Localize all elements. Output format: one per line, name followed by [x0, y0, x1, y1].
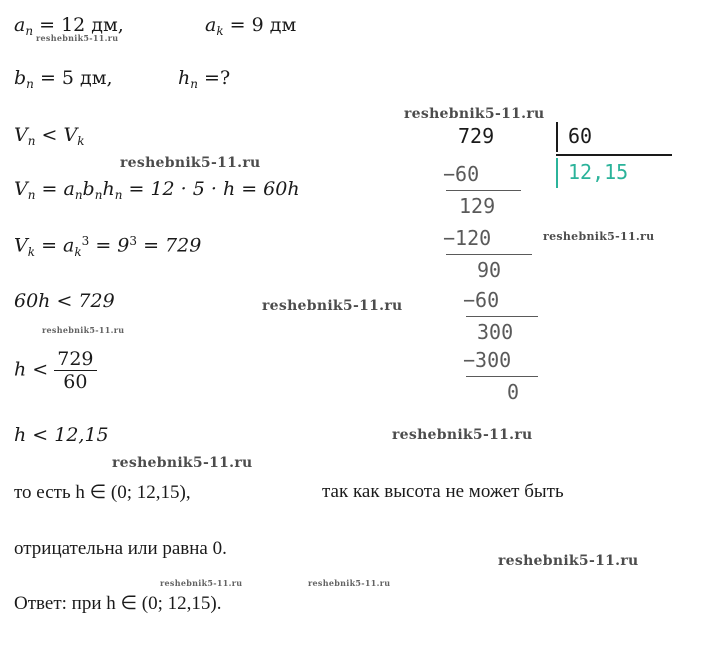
- watermark: reshebnik5-11.ru: [112, 455, 253, 471]
- division-divisor-underline: [556, 154, 672, 156]
- watermark: reshebnik5-11.ru: [308, 578, 391, 588]
- watermark: reshebnik5-11.ru: [498, 553, 639, 569]
- line-given-a-n: $a_n = 12$ дм,: [14, 14, 124, 39]
- watermark: reshebnik5-11.ru: [42, 325, 125, 335]
- line-h-fraction: h < $\frac{729}{60}$: [14, 348, 97, 393]
- division-step-2-remainder: 90: [477, 258, 502, 282]
- division-step-3-remainder: 300: [477, 320, 514, 344]
- watermark: reshebnik5-11.ru: [160, 578, 243, 588]
- division-step-1-rule: [446, 190, 521, 191]
- line-inequality-volumes: $V_n < V_k$: [14, 124, 85, 149]
- watermark: reshebnik5-11.ru: [543, 230, 655, 243]
- division-step-1-subtrahend: −60: [443, 162, 480, 186]
- division-final-remainder: 0: [507, 380, 520, 404]
- line-question-h-n: $h_n$ =?: [178, 67, 231, 92]
- division-step-1-remainder: 129: [459, 194, 496, 218]
- division-step-4-rule: [466, 376, 538, 377]
- line-volume-k-formula: $V_k = a_k^3 = 9^3 = 729$: [14, 234, 202, 259]
- line-given-b-n: $b_n = 5$ дм,: [14, 67, 113, 92]
- watermark: reshebnik5-11.ru: [36, 33, 119, 43]
- division-quotient: 12,15: [568, 160, 629, 184]
- division-divisor: 60: [568, 124, 593, 148]
- watermark: reshebnik5-11.ru: [404, 106, 545, 122]
- line-answer: Ответ: при h ∈ (0; 12,15).: [14, 593, 222, 614]
- division-step-2-subtrahend: −120: [443, 226, 492, 250]
- watermark: reshebnik5-11.ru: [120, 155, 261, 171]
- division-dividend: 729: [458, 124, 495, 148]
- line-h-less-1215: h < 12,15: [14, 424, 109, 446]
- division-step-4-subtrahend: −300: [463, 348, 512, 372]
- division-vertical-bar-top: [556, 122, 558, 152]
- line-reason-part2: отрицательна или равна 0.: [14, 538, 227, 559]
- line-interval-statement: то есть h ∈ (0; 12,15),: [14, 482, 191, 503]
- line-volume-n-formula: $V_n = a_nb_nh_n = 12 \cdot 5 \cdot h = 60h$: [14, 178, 300, 203]
- fraction-729-60: $\frac{729}{60}$: [54, 348, 96, 393]
- division-step-2-rule: [446, 254, 532, 255]
- watermark: reshebnik5-11.ru: [262, 298, 403, 314]
- line-given-a-k: $a_k = 9$ дм: [205, 14, 297, 39]
- division-step-3-rule: [466, 316, 538, 317]
- line-inequality-60h: 60h < 729: [14, 290, 115, 312]
- line-reason-part1: так как высота не может быть: [322, 481, 564, 502]
- watermark: reshebnik5-11.ru: [392, 427, 533, 443]
- division-vertical-bar-bottom: [556, 158, 558, 188]
- division-step-3-subtrahend: −60: [463, 288, 500, 312]
